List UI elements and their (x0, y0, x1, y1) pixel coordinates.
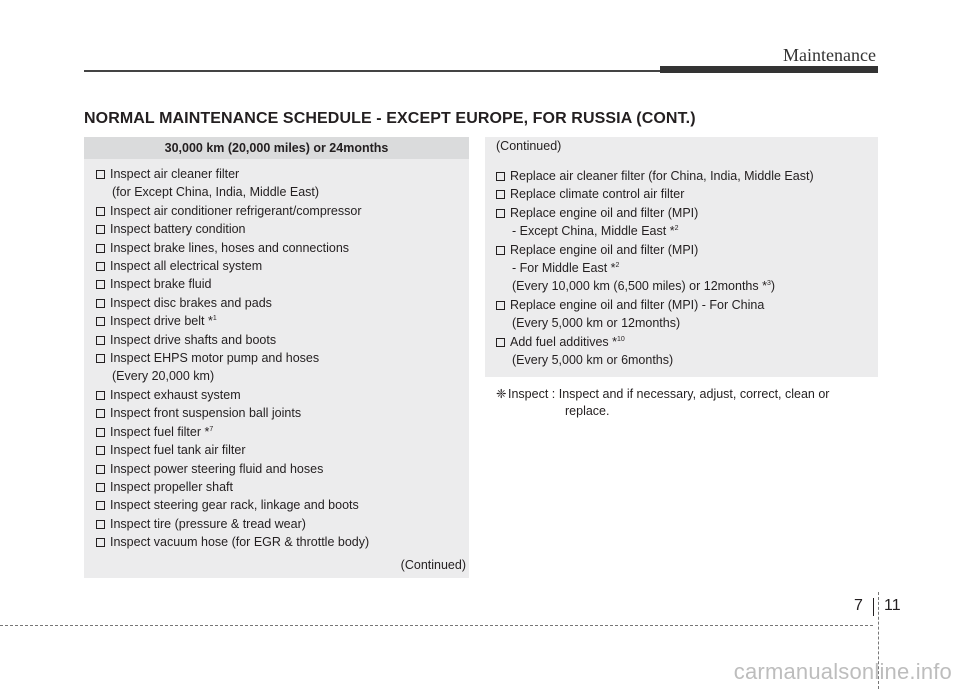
left-list-item (96, 423, 369, 441)
left-schedule-panel (84, 137, 469, 578)
item-text: Inspect disc brakes and pads (110, 295, 272, 310)
right-list-item (496, 167, 814, 185)
item-text: (Every 10,000 km (6,500 miles) or 12months * (512, 279, 767, 294)
checkbox-icon (496, 209, 505, 218)
note-symbol-icon: ❈ (496, 387, 507, 401)
watermark: carmanualsonline.info (733, 659, 952, 684)
item-text-suffix: ) (770, 279, 776, 294)
footnote-marker: 10 (617, 335, 625, 343)
left-list-item (96, 533, 369, 551)
section-title: NORMAL MAINTENANCE SCHEDULE - EXCEPT EUROPE, FOR RUSSIA (CONT.) (84, 110, 696, 127)
chapter-number: 7 (854, 597, 863, 614)
item-text: Add fuel additives * (510, 334, 618, 349)
item-text: (Every 5,000 km or 12months) (512, 316, 681, 331)
right-list-item (496, 204, 814, 222)
checkbox-icon (496, 190, 505, 199)
left-list-item (96, 441, 369, 459)
left-list-item (96, 460, 369, 478)
footnote-marker: 2 (674, 225, 679, 233)
checkbox-icon (496, 172, 505, 181)
checkbox-icon (496, 301, 505, 310)
checkbox-icon (96, 446, 105, 455)
left-list-item (96, 478, 369, 496)
item-text: Inspect tire (pressure & tread wear) (110, 516, 306, 531)
right-list-item (496, 222, 814, 240)
left-list-item (96, 257, 369, 275)
checkbox-icon (96, 336, 105, 345)
note-line1 (496, 386, 877, 403)
item-text: Replace engine oil and filter (MPI) (510, 205, 699, 220)
item-text: Inspect exhaust system (110, 387, 241, 402)
checkbox-icon (96, 354, 105, 363)
header-block (660, 66, 878, 73)
left-list-item (96, 239, 369, 257)
right-list-item (496, 314, 814, 332)
checkbox-icon (96, 262, 105, 271)
item-text: (Every 20,000 km) (112, 369, 215, 384)
left-list-item (96, 312, 369, 330)
right-list-item (496, 277, 814, 295)
item-text: Inspect power steering fluid and hoses (110, 461, 324, 476)
header-rule (84, 70, 660, 72)
item-text: Replace engine oil and filter (MPI) - For China (510, 297, 765, 312)
item-text: Replace engine oil and filter (MPI) (510, 242, 699, 257)
right-list-item (496, 259, 814, 277)
left-list-item (96, 496, 369, 514)
footnote-marker: 7 (209, 425, 214, 433)
right-list-item (496, 296, 814, 314)
checkbox-icon (96, 428, 105, 437)
right-continued-label: (Continued) (496, 139, 562, 153)
right-list-item (496, 351, 814, 369)
left-list-item (96, 202, 369, 220)
checkbox-icon (96, 409, 105, 418)
item-text: - For Middle East * (512, 261, 616, 276)
left-list-item (96, 404, 369, 422)
left-panel-heading: 30,000 km (20,000 miles) or 24months (84, 137, 469, 159)
right-schedule-panel (485, 137, 878, 377)
footnote-marker: 3 (766, 280, 771, 288)
left-list-item (96, 275, 369, 293)
checkbox-icon (96, 520, 105, 529)
checkbox-icon (96, 207, 105, 216)
left-list-item (96, 220, 369, 238)
item-text: (Every 5,000 km or 6months) (512, 353, 674, 368)
left-item-list (96, 165, 369, 552)
checkbox-icon (96, 317, 105, 326)
note-line1-text: Inspect : Inspect and if necessary, adjust, correct, clean or (508, 387, 830, 401)
item-text: Inspect air conditioner refrigerant/compressor (110, 203, 362, 218)
item-text: Replace climate control air filter (510, 187, 685, 202)
item-text: Inspect air cleaner filter (110, 167, 240, 181)
item-text: Inspect brake fluid (110, 277, 212, 292)
item-text: Inspect steering gear rack, linkage and boots (110, 498, 359, 513)
checkbox-icon (96, 538, 105, 547)
right-list-item (496, 333, 814, 351)
right-item-list (496, 167, 814, 369)
right-list-item (496, 241, 814, 259)
item-text: Inspect drive belt * (110, 314, 213, 329)
item-text: Inspect brake lines, hoses and connections (110, 240, 350, 255)
note-line2: replace. (565, 404, 610, 418)
checkbox-icon (96, 465, 105, 474)
footnote-marker: 1 (212, 315, 217, 323)
item-text: Inspect battery condition (110, 222, 246, 237)
item-text: Inspect fuel filter * (110, 424, 210, 439)
item-text: Inspect all electrical system (110, 259, 263, 274)
item-text: Inspect vacuum hose (for EGR & throttle body) (110, 535, 370, 550)
footer-dashed-rule (0, 625, 873, 626)
checkbox-icon (96, 244, 105, 253)
checkbox-icon (496, 246, 505, 255)
item-text: Inspect fuel tank air filter (110, 443, 246, 458)
left-list-item (96, 183, 369, 201)
item-text: - Except China, Middle East * (512, 224, 675, 239)
checkbox-icon (96, 170, 105, 179)
left-list-item (96, 515, 369, 533)
page-number-separator (873, 598, 874, 616)
item-text: Inspect drive shafts and boots (110, 332, 277, 347)
item-text: (for Except China, India, Middle East) (112, 185, 320, 200)
right-list-item (496, 185, 814, 203)
left-list-item (96, 331, 369, 349)
header-title: Maintenance (783, 45, 876, 65)
checkbox-icon (96, 299, 105, 308)
left-list-item (96, 294, 369, 312)
left-list-item (96, 349, 369, 367)
checkbox-icon (96, 501, 105, 510)
checkbox-icon (96, 483, 105, 492)
item-text: Replace air cleaner filter (for China, India, Middle East) (510, 169, 814, 183)
checkbox-icon (496, 338, 505, 347)
left-list-item (96, 165, 369, 183)
footnote-marker: 2 (615, 262, 620, 270)
item-text: Inspect front suspension ball joints (110, 406, 302, 421)
item-text: Inspect EHPS motor pump and hoses (110, 351, 320, 366)
item-text: Inspect propeller shaft (110, 479, 233, 494)
checkbox-icon (96, 225, 105, 234)
left-continued-label: (Continued) (400, 558, 466, 572)
checkbox-icon (96, 280, 105, 289)
inspect-note (496, 386, 877, 420)
left-list-item (96, 367, 369, 385)
checkbox-icon (96, 391, 105, 400)
page-number: 11 (884, 597, 901, 614)
left-list-item (96, 386, 369, 404)
